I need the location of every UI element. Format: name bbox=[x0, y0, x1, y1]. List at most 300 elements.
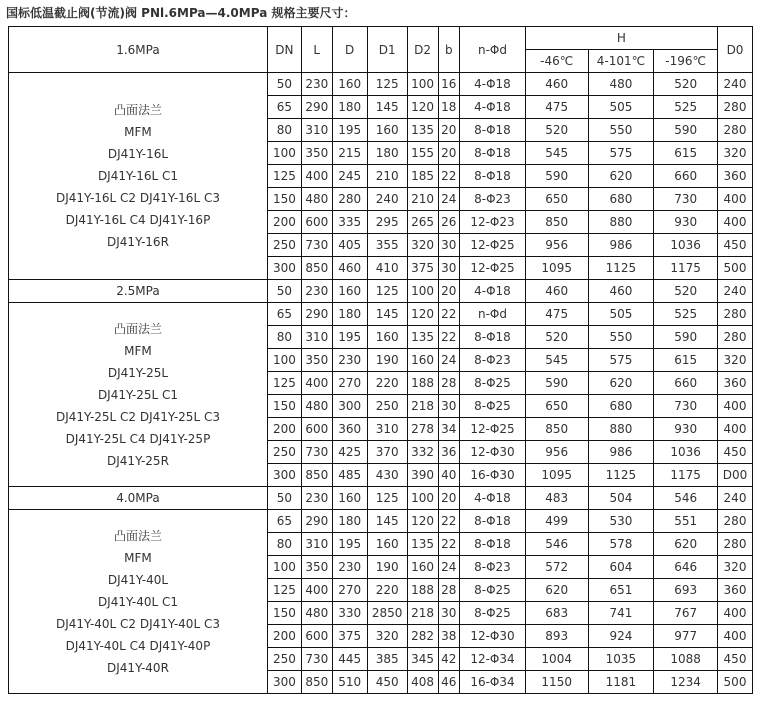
cell-bolt-holes: 16-Φ30 bbox=[460, 464, 526, 487]
cell-d1: 295 bbox=[367, 211, 407, 234]
cell-d0: 280 bbox=[718, 303, 753, 326]
cell-b: 24 bbox=[438, 556, 460, 579]
cell-dn: 125 bbox=[267, 579, 301, 602]
cell-b: 16 bbox=[438, 73, 460, 96]
cell-h-4-101: 880 bbox=[588, 418, 654, 441]
cell-d: 195 bbox=[332, 533, 367, 556]
cell-d1: 210 bbox=[367, 165, 407, 188]
cell-b: 22 bbox=[438, 303, 460, 326]
pressure-label: 4.0MPa bbox=[9, 487, 268, 510]
cell-b: 30 bbox=[438, 395, 460, 418]
cell-d2: 120 bbox=[407, 510, 438, 533]
cell-d: 195 bbox=[332, 326, 367, 349]
cell-b: 42 bbox=[438, 648, 460, 671]
cell-d: 160 bbox=[332, 73, 367, 96]
cell-d: 405 bbox=[332, 234, 367, 257]
cell-l: 480 bbox=[301, 602, 332, 625]
cell-d2: 375 bbox=[407, 257, 438, 280]
cell-dn: 300 bbox=[267, 671, 301, 694]
cell-h-minus46: 850 bbox=[525, 418, 588, 441]
model-line: 凸面法兰 bbox=[113, 103, 162, 117]
cell-d: 245 bbox=[332, 165, 367, 188]
cell-l: 600 bbox=[301, 625, 332, 648]
cell-d2: 120 bbox=[407, 96, 438, 119]
cell-d0: 450 bbox=[718, 441, 753, 464]
cell-d0: 500 bbox=[718, 257, 753, 280]
cell-dn: 200 bbox=[267, 211, 301, 234]
table-caption: 国标低温截止阀(节流)阀 PNl.6MPa—4.0MPa 规格主要尺寸： bbox=[6, 6, 356, 20]
cell-d0: 240 bbox=[718, 487, 753, 510]
cell-d0: 400 bbox=[718, 625, 753, 648]
cell-l: 850 bbox=[301, 257, 332, 280]
cell-h-minus46: 893 bbox=[525, 625, 588, 648]
cell-d2: 100 bbox=[407, 487, 438, 510]
cell-d: 330 bbox=[332, 602, 367, 625]
header-h-minus196: -196℃ bbox=[654, 50, 718, 73]
cell-d1: 410 bbox=[367, 257, 407, 280]
cell-l: 480 bbox=[301, 395, 332, 418]
cell-l: 310 bbox=[301, 326, 332, 349]
table-row bbox=[9, 510, 753, 533]
cell-h-minus46: 590 bbox=[525, 372, 588, 395]
cell-h-minus196: 930 bbox=[654, 211, 718, 234]
cell-dn: 65 bbox=[267, 96, 301, 119]
cell-h-minus46: 475 bbox=[525, 303, 588, 326]
model-line: MFM bbox=[124, 343, 152, 358]
cell-d1: 220 bbox=[367, 372, 407, 395]
cell-d0: 240 bbox=[718, 280, 753, 303]
cell-d2: 320 bbox=[407, 234, 438, 257]
cell-bolt-holes: 8-Φ25 bbox=[460, 579, 526, 602]
cell-bolt-holes: 8-Φ18 bbox=[460, 119, 526, 142]
cell-d: 270 bbox=[332, 372, 367, 395]
cell-d2: 282 bbox=[407, 625, 438, 648]
cell-bolt-holes: 8-Φ23 bbox=[460, 188, 526, 211]
cell-d2: 390 bbox=[407, 464, 438, 487]
cell-h-minus196: 660 bbox=[654, 372, 718, 395]
cell-h-minus46: 850 bbox=[525, 211, 588, 234]
cell-h-minus196: 525 bbox=[654, 96, 718, 119]
cell-bolt-holes: 8-Φ25 bbox=[460, 372, 526, 395]
cell-d0: 320 bbox=[718, 349, 753, 372]
cell-h-4-101: 575 bbox=[588, 142, 654, 165]
cell-d0: D00 bbox=[718, 464, 753, 487]
cell-d2: 100 bbox=[407, 73, 438, 96]
cell-d0: 280 bbox=[718, 119, 753, 142]
cell-dn: 300 bbox=[267, 257, 301, 280]
cell-dn: 50 bbox=[267, 73, 301, 96]
header-b: b bbox=[438, 27, 460, 73]
cell-h-minus196: 1234 bbox=[654, 671, 718, 694]
cell-bolt-holes: 12-Φ30 bbox=[460, 441, 526, 464]
cell-h-minus46: 683 bbox=[525, 602, 588, 625]
cell-b: 22 bbox=[438, 533, 460, 556]
cell-h-4-101: 575 bbox=[588, 349, 654, 372]
cell-d1: 220 bbox=[367, 579, 407, 602]
model-line: DJ41Y-16R bbox=[107, 235, 169, 249]
cell-h-minus196: 693 bbox=[654, 579, 718, 602]
cell-d0: 400 bbox=[718, 211, 753, 234]
model-line: DJ41Y-40L C2 DJ41Y-40L C3 bbox=[56, 616, 220, 631]
cell-d2: 120 bbox=[407, 303, 438, 326]
cell-l: 400 bbox=[301, 372, 332, 395]
cell-h-minus196: 525 bbox=[654, 303, 718, 326]
spec-table bbox=[8, 26, 753, 694]
model-cell bbox=[9, 510, 268, 694]
cell-h-minus46: 590 bbox=[525, 165, 588, 188]
cell-h-minus46: 545 bbox=[525, 349, 588, 372]
cell-d: 300 bbox=[332, 395, 367, 418]
cell-d: 270 bbox=[332, 579, 367, 602]
cell-b: 36 bbox=[438, 441, 460, 464]
header-bolt-holes: n-Φd bbox=[460, 27, 526, 73]
cell-d0: 450 bbox=[718, 648, 753, 671]
cell-d0: 500 bbox=[718, 671, 753, 694]
cell-b: 30 bbox=[438, 257, 460, 280]
cell-h-4-101: 620 bbox=[588, 165, 654, 188]
cell-d1: 320 bbox=[367, 625, 407, 648]
cell-d0: 360 bbox=[718, 165, 753, 188]
cell-b: 20 bbox=[438, 119, 460, 142]
cell-h-minus196: 590 bbox=[654, 326, 718, 349]
cell-d2: 278 bbox=[407, 418, 438, 441]
cell-d2: 135 bbox=[407, 119, 438, 142]
cell-d0: 450 bbox=[718, 234, 753, 257]
cell-h-minus196: 520 bbox=[654, 280, 718, 303]
cell-d2: 135 bbox=[407, 326, 438, 349]
cell-h-minus46: 572 bbox=[525, 556, 588, 579]
cell-d: 510 bbox=[332, 671, 367, 694]
cell-d1: 180 bbox=[367, 142, 407, 165]
cell-d0: 320 bbox=[718, 142, 753, 165]
cell-d0: 400 bbox=[718, 602, 753, 625]
cell-d: 460 bbox=[332, 257, 367, 280]
cell-h-minus196: 615 bbox=[654, 142, 718, 165]
cell-h-minus46: 620 bbox=[525, 579, 588, 602]
cell-h-4-101: 1035 bbox=[588, 648, 654, 671]
cell-d2: 188 bbox=[407, 372, 438, 395]
cell-dn: 150 bbox=[267, 188, 301, 211]
cell-l: 310 bbox=[301, 119, 332, 142]
model-cell bbox=[9, 303, 268, 487]
cell-d0: 400 bbox=[718, 418, 753, 441]
cell-h-minus46: 956 bbox=[525, 234, 588, 257]
cell-h-minus196: 1175 bbox=[654, 464, 718, 487]
cell-l: 730 bbox=[301, 234, 332, 257]
cell-d: 375 bbox=[332, 625, 367, 648]
cell-h-4-101: 578 bbox=[588, 533, 654, 556]
cell-bolt-holes: 4-Φ18 bbox=[460, 73, 526, 96]
cell-d1: 190 bbox=[367, 349, 407, 372]
cell-l: 350 bbox=[301, 349, 332, 372]
header-h-group: H bbox=[525, 27, 717, 50]
cell-h-4-101: 460 bbox=[588, 280, 654, 303]
cell-h-minus196: 1175 bbox=[654, 257, 718, 280]
cell-dn: 250 bbox=[267, 648, 301, 671]
header-h-minus46: -46℃ bbox=[525, 50, 588, 73]
cell-h-minus196: 520 bbox=[654, 73, 718, 96]
cell-h-4-101: 1125 bbox=[588, 464, 654, 487]
cell-d2: 210 bbox=[407, 188, 438, 211]
cell-d1: 145 bbox=[367, 303, 407, 326]
cell-d2: 265 bbox=[407, 211, 438, 234]
cell-d2: 218 bbox=[407, 395, 438, 418]
cell-l: 230 bbox=[301, 73, 332, 96]
cell-d1: 430 bbox=[367, 464, 407, 487]
cell-l: 290 bbox=[301, 510, 332, 533]
cell-h-minus196: 730 bbox=[654, 395, 718, 418]
cell-l: 850 bbox=[301, 464, 332, 487]
model-line: DJ41Y-25L C1 bbox=[97, 387, 179, 402]
model-line: 凸面法兰 bbox=[113, 528, 162, 543]
cell-dn: 300 bbox=[267, 464, 301, 487]
cell-h-4-101: 986 bbox=[588, 441, 654, 464]
cell-h-minus196: 551 bbox=[654, 510, 718, 533]
header-d: D bbox=[332, 27, 367, 73]
cell-d1: 355 bbox=[367, 234, 407, 257]
cell-bolt-holes: 8-Φ25 bbox=[460, 602, 526, 625]
header-dn: DN bbox=[267, 27, 301, 73]
cell-l: 290 bbox=[301, 96, 332, 119]
cell-d0: 400 bbox=[718, 188, 753, 211]
cell-h-minus196: 1036 bbox=[654, 441, 718, 464]
cell-h-4-101: 504 bbox=[588, 487, 654, 510]
cell-h-4-101: 680 bbox=[588, 188, 654, 211]
cell-bolt-holes: 12-Φ25 bbox=[460, 257, 526, 280]
cell-h-4-101: 741 bbox=[588, 602, 654, 625]
cell-dn: 65 bbox=[267, 510, 301, 533]
cell-d: 180 bbox=[332, 510, 367, 533]
cell-dn: 250 bbox=[267, 234, 301, 257]
cell-l: 600 bbox=[301, 418, 332, 441]
cell-h-minus46: 1095 bbox=[525, 464, 588, 487]
cell-d0: 360 bbox=[718, 579, 753, 602]
cell-h-minus196: 977 bbox=[654, 625, 718, 648]
cell-h-minus46: 520 bbox=[525, 326, 588, 349]
cell-d: 485 bbox=[332, 464, 367, 487]
cell-bolt-holes: 8-Φ23 bbox=[460, 556, 526, 579]
cell-d2: 332 bbox=[407, 441, 438, 464]
cell-h-4-101: 620 bbox=[588, 372, 654, 395]
cell-d: 215 bbox=[332, 142, 367, 165]
cell-d2: 100 bbox=[407, 280, 438, 303]
cell-h-minus196: 646 bbox=[654, 556, 718, 579]
cell-h-minus46: 460 bbox=[525, 73, 588, 96]
model-line: MFM bbox=[124, 125, 152, 139]
cell-bolt-holes: 8-Φ23 bbox=[460, 349, 526, 372]
cell-h-minus46: 956 bbox=[525, 441, 588, 464]
cell-b: 34 bbox=[438, 418, 460, 441]
cell-bolt-holes: 12-Φ23 bbox=[460, 211, 526, 234]
header-d2: D2 bbox=[407, 27, 438, 73]
cell-h-4-101: 1125 bbox=[588, 257, 654, 280]
cell-dn: 50 bbox=[267, 487, 301, 510]
cell-l: 400 bbox=[301, 579, 332, 602]
cell-h-4-101: 651 bbox=[588, 579, 654, 602]
cell-h-4-101: 530 bbox=[588, 510, 654, 533]
cell-l: 290 bbox=[301, 303, 332, 326]
cell-bolt-holes: 4-Φ18 bbox=[460, 280, 526, 303]
cell-l: 730 bbox=[301, 441, 332, 464]
cell-l: 230 bbox=[301, 280, 332, 303]
cell-d1: 125 bbox=[367, 487, 407, 510]
cell-d2: 185 bbox=[407, 165, 438, 188]
cell-d0: 280 bbox=[718, 533, 753, 556]
cell-h-minus46: 546 bbox=[525, 533, 588, 556]
model-line: DJ41Y-25L C4 DJ41Y-25P bbox=[65, 431, 211, 446]
cell-bolt-holes: 4-Φ18 bbox=[460, 96, 526, 119]
cell-b: 18 bbox=[438, 96, 460, 119]
cell-bolt-holes: 8-Φ18 bbox=[460, 142, 526, 165]
cell-d1: 125 bbox=[367, 280, 407, 303]
cell-h-4-101: 880 bbox=[588, 211, 654, 234]
cell-h-minus196: 767 bbox=[654, 602, 718, 625]
model-line: DJ41Y-40L bbox=[107, 572, 169, 587]
cell-h-minus46: 1150 bbox=[525, 671, 588, 694]
cell-d1: 145 bbox=[367, 510, 407, 533]
model-line: DJ41Y-16L C4 DJ41Y-16P bbox=[65, 213, 211, 227]
table-row bbox=[9, 303, 753, 326]
cell-d1: 310 bbox=[367, 418, 407, 441]
cell-d1: 160 bbox=[367, 119, 407, 142]
cell-d: 160 bbox=[332, 487, 367, 510]
cell-b: 30 bbox=[438, 602, 460, 625]
pressure-row bbox=[9, 280, 753, 303]
model-line: DJ41Y-25R bbox=[107, 453, 169, 468]
cell-d0: 280 bbox=[718, 326, 753, 349]
cell-bolt-holes: 8-Φ18 bbox=[460, 533, 526, 556]
cell-d1: 160 bbox=[367, 326, 407, 349]
cell-dn: 100 bbox=[267, 349, 301, 372]
cell-bolt-holes: 4-Φ18 bbox=[460, 487, 526, 510]
cell-dn: 150 bbox=[267, 395, 301, 418]
header-d1: D1 bbox=[367, 27, 407, 73]
cell-dn: 150 bbox=[267, 602, 301, 625]
cell-l: 850 bbox=[301, 671, 332, 694]
cell-h-minus196: 620 bbox=[654, 533, 718, 556]
cell-d2: 160 bbox=[407, 349, 438, 372]
pressure-label: 2.5MPa bbox=[9, 280, 268, 303]
model-line: MFM bbox=[124, 550, 152, 565]
cell-d2: 155 bbox=[407, 142, 438, 165]
cell-bolt-holes: 16-Φ34 bbox=[460, 671, 526, 694]
cell-bolt-holes: 8-Φ18 bbox=[460, 326, 526, 349]
cell-h-minus196: 1036 bbox=[654, 234, 718, 257]
cell-d: 335 bbox=[332, 211, 367, 234]
cell-d: 180 bbox=[332, 303, 367, 326]
cell-b: 30 bbox=[438, 234, 460, 257]
cell-dn: 200 bbox=[267, 625, 301, 648]
table-header bbox=[9, 27, 753, 73]
cell-d: 445 bbox=[332, 648, 367, 671]
cell-h-minus196: 660 bbox=[654, 165, 718, 188]
cell-d1: 385 bbox=[367, 648, 407, 671]
cell-b: 22 bbox=[438, 326, 460, 349]
cell-d1: 250 bbox=[367, 395, 407, 418]
cell-d1: 160 bbox=[367, 533, 407, 556]
header-l: L bbox=[301, 27, 332, 73]
pressure-row bbox=[9, 487, 753, 510]
model-line: DJ41Y-16L bbox=[107, 147, 169, 161]
table-row bbox=[9, 73, 753, 96]
cell-h-4-101: 550 bbox=[588, 119, 654, 142]
cell-d: 360 bbox=[332, 418, 367, 441]
cell-b: 20 bbox=[438, 487, 460, 510]
cell-d1: 145 bbox=[367, 96, 407, 119]
cell-h-4-101: 505 bbox=[588, 96, 654, 119]
cell-d1: 240 bbox=[367, 188, 407, 211]
cell-d0: 360 bbox=[718, 372, 753, 395]
cell-d: 160 bbox=[332, 280, 367, 303]
model-line: 凸面法兰 bbox=[113, 321, 162, 336]
cell-h-4-101: 550 bbox=[588, 326, 654, 349]
table-body bbox=[9, 73, 753, 694]
cell-h-4-101: 604 bbox=[588, 556, 654, 579]
cell-d1: 190 bbox=[367, 556, 407, 579]
model-line: DJ41Y-25L C2 DJ41Y-25L C3 bbox=[56, 409, 220, 424]
model-line: DJ41Y-40L C1 bbox=[97, 594, 179, 609]
cell-d2: 188 bbox=[407, 579, 438, 602]
cell-dn: 250 bbox=[267, 441, 301, 464]
cell-h-4-101: 480 bbox=[588, 73, 654, 96]
cell-l: 600 bbox=[301, 211, 332, 234]
cell-b: 40 bbox=[438, 464, 460, 487]
cell-d1: 125 bbox=[367, 73, 407, 96]
cell-l: 480 bbox=[301, 188, 332, 211]
cell-h-minus46: 460 bbox=[525, 280, 588, 303]
cell-d0: 280 bbox=[718, 96, 753, 119]
cell-h-minus196: 546 bbox=[654, 487, 718, 510]
cell-dn: 80 bbox=[267, 119, 301, 142]
cell-h-minus196: 615 bbox=[654, 349, 718, 372]
cell-dn: 80 bbox=[267, 533, 301, 556]
cell-l: 230 bbox=[301, 487, 332, 510]
header-pressure: 1.6MPa bbox=[9, 27, 268, 73]
cell-bolt-holes: 8-Φ25 bbox=[460, 395, 526, 418]
cell-d: 195 bbox=[332, 119, 367, 142]
cell-bolt-holes: n-Φd bbox=[460, 303, 526, 326]
cell-d: 425 bbox=[332, 441, 367, 464]
cell-d2: 408 bbox=[407, 671, 438, 694]
cell-d: 230 bbox=[332, 349, 367, 372]
model-line: DJ41Y-40L C4 DJ41Y-40P bbox=[65, 638, 211, 653]
cell-h-minus46: 650 bbox=[525, 188, 588, 211]
cell-h-minus46: 475 bbox=[525, 96, 588, 119]
cell-d2: 218 bbox=[407, 602, 438, 625]
cell-l: 310 bbox=[301, 533, 332, 556]
cell-d1: 2850 bbox=[367, 602, 407, 625]
model-line: DJ41Y-40R bbox=[107, 660, 169, 675]
cell-b: 20 bbox=[438, 142, 460, 165]
cell-b: 28 bbox=[438, 579, 460, 602]
cell-bolt-holes: 8-Φ18 bbox=[460, 510, 526, 533]
cell-h-minus46: 499 bbox=[525, 510, 588, 533]
cell-d0: 400 bbox=[718, 395, 753, 418]
cell-d: 230 bbox=[332, 556, 367, 579]
cell-h-minus46: 545 bbox=[525, 142, 588, 165]
cell-d: 280 bbox=[332, 188, 367, 211]
cell-d1: 370 bbox=[367, 441, 407, 464]
cell-h-4-101: 505 bbox=[588, 303, 654, 326]
model-line: DJ41Y-25L bbox=[107, 365, 169, 380]
cell-dn: 100 bbox=[267, 142, 301, 165]
cell-dn: 80 bbox=[267, 326, 301, 349]
cell-d1: 450 bbox=[367, 671, 407, 694]
cell-dn: 125 bbox=[267, 372, 301, 395]
model-cell bbox=[9, 73, 268, 280]
cell-l: 350 bbox=[301, 556, 332, 579]
cell-d0: 320 bbox=[718, 556, 753, 579]
